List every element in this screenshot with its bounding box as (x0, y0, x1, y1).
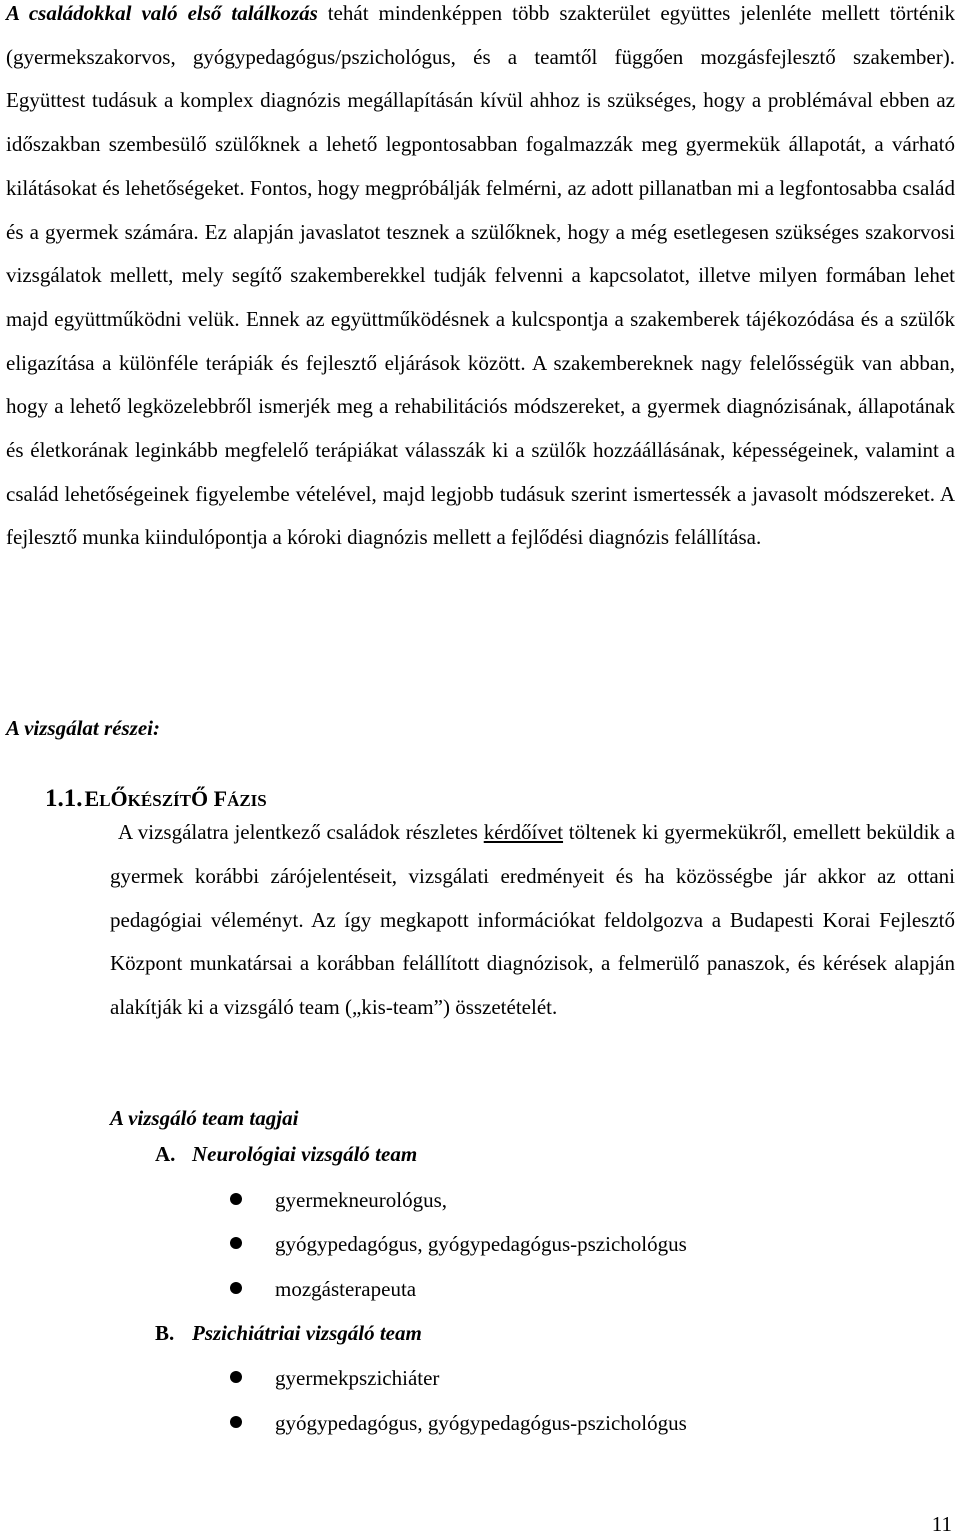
group-heading-neurological (155, 1139, 417, 1169)
list-item (0, 1229, 960, 1259)
group-title: Pszichiátriai vizsgáló team (192, 1321, 422, 1345)
page-number: 11 (931, 1512, 952, 1536)
preparation-text-start: A vizsgálatra jelentkező családok részletes (118, 820, 484, 844)
list-item-text: mozgásterapeuta (275, 1277, 417, 1301)
list-item (0, 1408, 960, 1438)
list-item-text: gyógypedagógus, gyógypedagógus-pszichológus (275, 1232, 687, 1256)
bullet-icon (230, 1193, 242, 1205)
intro-lead: A családokkal való első találkozás (6, 1, 318, 25)
bullet-icon (230, 1416, 242, 1428)
preparation-text-end: töltenek ki gyermekükről, emellett beküldik a gyermek korábbi zárójelentéseit, vizsgálati eredményeit és ha közösségbe jár akkor az ottani pedagógiai véleményt. Az így megkapott információkat feldolgozva a Budapesti Korai Fejlesztő Központ munkatársai a korábban felállított diagnózisok, a felmerülő panaszok, és kérések alapján alakítják ki a vizsgáló team („kis-team”) összetételét. (110, 820, 955, 1020)
subsection-title: ELŐKÉSZÍTŐ FÁZIS (84, 786, 267, 811)
intro-body: tehát mindenképpen több szakterület együttes jelenléte mellett történik (gyermekszakorvos, gyógypedagógus/pszichológus, és a teamtől függően mozgásfejlesztő szakember). Együttest tudásuk a komplex diagnózis megállapításán kívül ahhoz is szükséges, hogy a problémával ebben az időszakban szembesülő szülőknek a lehető legpontosabban fogalmazzák meg gyermekük állapotát, a várható kilátásokat és lehetőségeket. Fontos, hogy megpróbálják felmérni, az adott pillanatban mi a legfontosabba család és a gyermek számára. Ez alapján javaslatot tesznek a szülőknek, hogy a még esetlegesen szükséges szakorvosi vizsgálatok mellett, mely segítő szakemberekkel tudják felvenni a kapcsolatot, illetve milyen formában lehet majd együttműködni velük. Ennek az együttműködésnek a kulcspontja a szakemberek tájékozódása és a szülők eligazítása a különféle terápiák és fejlesztő eljárások között. A szakembereknek nagy felelősségük van abban, hogy a lehető legközelebbről ismerjék meg a rehabilitációs módszereket, a gyermek diagnózisának, állapotának és életkorának leginkább megfelelő terápiákat válasszák ki a szülők hozzáállásának, képességeinek, valamint a család lehetőségeinek figyelembe vételével, majd legjobb tudásuk szerint ismertessék a javasolt módszereket. A fejlesztő munka kiindulópontja a kóroki diagnózis mellett a fejlődési diagnózis felállítása. (6, 1, 956, 550)
section-title: A vizsgálat részei: (6, 716, 161, 740)
list-item (0, 1274, 960, 1304)
team-heading: A vizsgáló team tagjai (110, 1106, 299, 1130)
bullet-icon (230, 1237, 242, 1249)
group-title: Neurológiai vizsgáló team (192, 1142, 418, 1166)
group-heading-psychiatric (155, 1318, 422, 1348)
list-item-text: gyermekneurológus, (275, 1188, 448, 1212)
list-item-text: gyermekpszichiáter (275, 1366, 440, 1390)
questionnaire-term: kérdőívet (483, 820, 564, 844)
list-item (0, 1363, 960, 1393)
group-letter: A. (155, 1142, 176, 1166)
list-item-text: gyógypedagógus, gyógypedagógus-pszichológus (275, 1411, 687, 1435)
subsection-number: 1.1. (45, 785, 83, 812)
preparation-paragraph (110, 811, 955, 1030)
group-letter: B. (155, 1321, 175, 1345)
bullet-icon (230, 1282, 242, 1294)
list-item (0, 1185, 960, 1215)
intro-paragraph (6, 0, 955, 560)
bullet-icon (230, 1371, 242, 1383)
